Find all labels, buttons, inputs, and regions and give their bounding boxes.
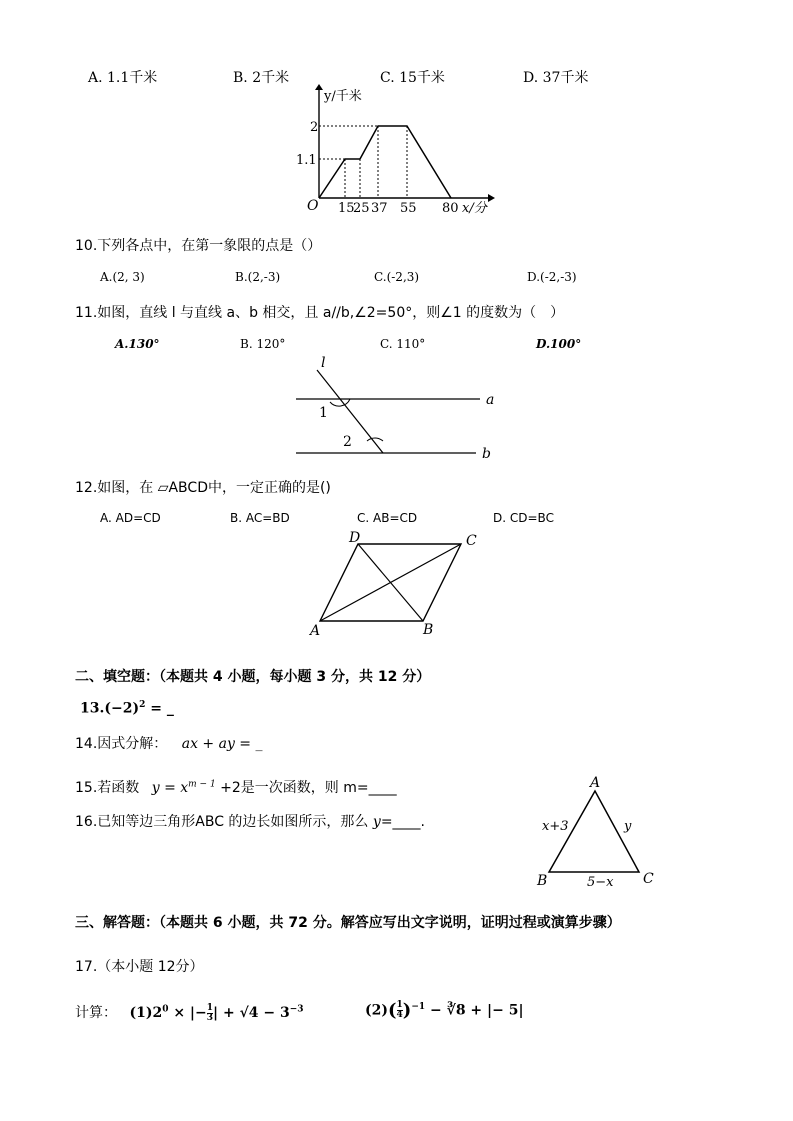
q13-line (80, 700, 174, 717)
q17-head: 17.（本小题 12分） (75, 959, 204, 975)
q17-part2-frac-den: 4 (396, 1010, 403, 1020)
diagonal-bd (358, 544, 423, 621)
q12-option-c: C. AB=CD (357, 511, 418, 525)
vertex-d: D (349, 530, 361, 546)
x-tick-15: 15 (338, 201, 355, 216)
vertex-a: A (310, 623, 321, 639)
side-ab-label: x+3 (542, 819, 569, 834)
q10-option-a: A.(2, 3) (100, 270, 145, 284)
q17-calc-label: 计算： (75, 1005, 117, 1021)
q10-stem: 10.下列各点中，在第一象限的点是（） (75, 238, 322, 254)
q16-tail: =____. (380, 814, 425, 830)
q13-exponent: 2 (139, 700, 146, 710)
q12-stem: 12.如图，在 ▱ABCD中，一定正确的是() (75, 480, 331, 496)
q13-blank: = _ (145, 700, 174, 717)
q17-part1-frac-den: 3 (206, 1012, 214, 1023)
q9-option-a: A. 1.1千米 (88, 70, 158, 86)
q16-stem: 16.已知等边三角形ABC 的边长如图所示，那么 (75, 814, 369, 830)
q11-option-b: B. 120° (240, 337, 286, 351)
distance-time-graph (290, 84, 510, 220)
q17-part2-prefix: (2) (365, 1002, 388, 1019)
q15-line (75, 777, 397, 797)
q11-option-c: C. 110° (380, 337, 426, 351)
parallel-lines-figure (290, 352, 510, 464)
graph-line (319, 126, 451, 198)
q11-option-d: D.100° (536, 337, 582, 351)
x-tick-37: 37 (371, 201, 388, 216)
q10-option-d: D.(-2,-3) (527, 270, 577, 284)
label-l: l (321, 355, 326, 371)
x-axis-label: x/分 (462, 201, 487, 216)
q16-variable: y (372, 814, 381, 830)
parallelogram-figure (305, 528, 495, 642)
q17-part1-mid: × |− (168, 1005, 207, 1021)
q17-part2: (2)( $\frac{1}{4}$ )$^{-1}$ − ∛8 + |− 5| (365, 1000, 524, 1021)
q15-function: y = x (151, 780, 189, 796)
q15-exponent: m − 1 (188, 779, 216, 790)
q13-number: 13. (80, 700, 105, 717)
x-tick-25: 25 (353, 201, 370, 216)
origin-label: O (307, 198, 319, 214)
y-axis-arrow (315, 84, 323, 90)
angle-2-arc (367, 438, 383, 441)
q9-option-d: D. 37千米 (523, 70, 589, 86)
x-axis-arrow (488, 194, 495, 202)
label-angle-1: 1 (319, 405, 328, 421)
x-tick-80: 80 (442, 201, 459, 216)
q16-line (75, 811, 425, 831)
q12-option-a: A. AD=CD (100, 511, 161, 525)
vertex-c: C (466, 533, 477, 549)
q17-part1-prefix: (1)2 (129, 1005, 163, 1021)
q15-stem: 15.若函数 (75, 780, 140, 796)
vertex-b: B (537, 873, 548, 889)
y-axis-label: y/千米 (324, 89, 362, 104)
q17-part2-tail: − ∛8 + |− 5| (425, 1002, 524, 1019)
y-tick-2: 2 (310, 120, 319, 135)
label-angle-2: 2 (343, 434, 352, 450)
section-3-title: 三、解答题：（本题共 6 小题，共 72 分。解答应写出文字说明，证明过程或演算步骤） (75, 915, 621, 931)
q15-tail: +2是一次函数，则 m=____ (215, 780, 397, 796)
y-tick-1-1: 1.1 (296, 153, 317, 168)
q12-option-b: B. AC=BD (230, 511, 290, 525)
q11-option-a: A.130° (115, 337, 160, 351)
vertex-b: B (423, 622, 434, 638)
q17-part1 (129, 1002, 304, 1023)
q12-option-d: D. CD=BC (493, 511, 554, 525)
q17-part2-frac-num: 1 (396, 1000, 403, 1010)
vertex-c: C (643, 871, 654, 887)
vertex-a: A (590, 775, 601, 791)
q10-option-c: C.(-2,3) (374, 270, 420, 284)
q9-option-b: B. 2千米 (233, 70, 290, 86)
label-b: b (482, 446, 491, 462)
q14-expression: ax + ay = _ (181, 736, 263, 752)
x-tick-55: 55 (400, 201, 417, 216)
q17-part1-frac-num: 1 (206, 1002, 214, 1013)
side-bc-label: 5−x (587, 875, 614, 890)
q17-calc-line (75, 1002, 304, 1023)
q14-line (75, 733, 262, 753)
angle-1-arc (330, 399, 350, 406)
side-ac-label: y (624, 819, 632, 834)
dashed-guides (319, 126, 407, 198)
q17-part1-exp0: 0 (162, 1004, 169, 1015)
q17-part1-exp1: −3 (289, 1004, 304, 1015)
q11-stem: 11.如图，直线 l 与直线 a、b 相交，且 a//b,∠2=50°，则∠1 的度数为（ ） (75, 305, 565, 321)
section-2-title: 二、填空题：（本题共 4 小题，每小题 3 分，共 12 分） (75, 669, 431, 685)
label-a: a (486, 392, 495, 408)
equilateral-triangle-figure (530, 772, 665, 890)
q9-option-c: C. 15千米 (380, 70, 445, 86)
q17-part2-exp: −1 (411, 1001, 426, 1012)
q10-option-b: B.(2,-3) (235, 270, 281, 284)
q17-part1-tail: | + √4 − 3 (213, 1005, 290, 1021)
q14-stem: 14.因式分解： (75, 736, 168, 752)
q13-base: (−2) (104, 700, 140, 717)
